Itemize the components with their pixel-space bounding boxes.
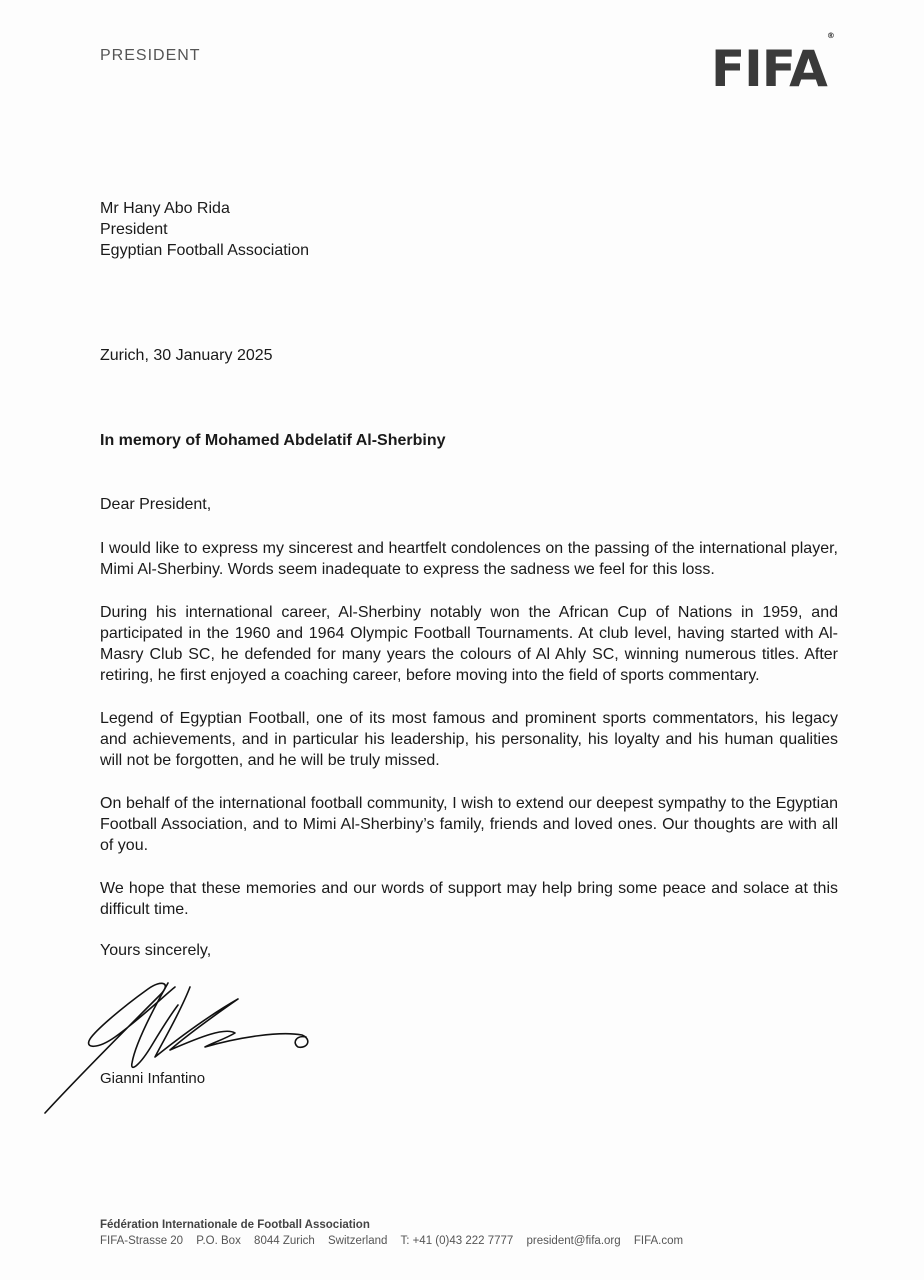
- letter-body: [100, 538, 838, 941]
- paragraph: I would like to express my sincerest and heartfelt condolences on the passing of the international player, Mimi Al-Sherbiny. Words seem inadequate to express the sadness we feel for this loss.: [100, 540, 838, 579]
- footer-email[interactable]: president@fifa.org: [526, 1235, 621, 1247]
- footer-address: FIFA-Strasse 20: [100, 1235, 184, 1247]
- fifa-logo: [711, 31, 835, 98]
- recipient-title: President: [100, 221, 168, 238]
- recipient-block: [100, 198, 309, 261]
- logo-text: FIFA: [711, 40, 827, 98]
- footer-organization: Fédération Internationale de Football Association: [100, 1219, 370, 1231]
- office-label: PRESIDENT: [100, 47, 201, 64]
- footer-contact: [100, 1235, 693, 1247]
- recipient-organization: Egyptian Football Association: [100, 242, 310, 259]
- paragraph: Legend of Egyptian Football, one of its most famous and prominent sports commentators, his legacy and achievements, and in particular his leadership, his personality, his loyalty and his human qualities will not be forgotten, and he will be truly missed.: [100, 709, 838, 770]
- footer-phone: T: +41 (0)43 222 7777: [400, 1235, 514, 1247]
- letter-date: Zurich, 30 January 2025: [100, 347, 273, 364]
- registered-mark: ®: [826, 31, 835, 41]
- paragraph: We hope that these memories and our words of support may help bring some peace and solace at this difficult time.: [100, 879, 838, 918]
- letter-subject: In memory of Mohamed Abdelatif Al-Sherbiny: [100, 432, 446, 449]
- paragraph: During his international career, Al-Sherbiny notably won the African Cup of Nations in 1959, and participated in the 1960 and 1964 Olympic Football Tournaments. At club level, having started with Al-Masry Club SC, he defended for many years the colours of Al Ahly SC, winning numerous titles. After retiring, he first enjoyed a coaching career, before moving into the field of sports commentary.: [100, 603, 838, 685]
- footer-country: Switzerland: [327, 1235, 388, 1247]
- closing: Yours sincerely,: [100, 942, 212, 959]
- signature: [40, 965, 330, 1125]
- footer-po-box: P.O. Box: [196, 1235, 241, 1247]
- footer-website[interactable]: FIFA.com: [633, 1235, 684, 1247]
- recipient-name: Mr Hany Abo Rida: [100, 200, 230, 217]
- signer-name: Gianni Infantino: [100, 1070, 206, 1087]
- footer-city: 8044 Zurich: [254, 1235, 315, 1247]
- salutation: Dear President,: [100, 496, 212, 513]
- paragraph: On behalf of the international football community, I wish to extend our deepest sympathy to the Egyptian Football Association, and to Mimi Al-Sherbiny’s family, friends and loved ones. Our thoughts are with all of you.: [100, 794, 838, 855]
